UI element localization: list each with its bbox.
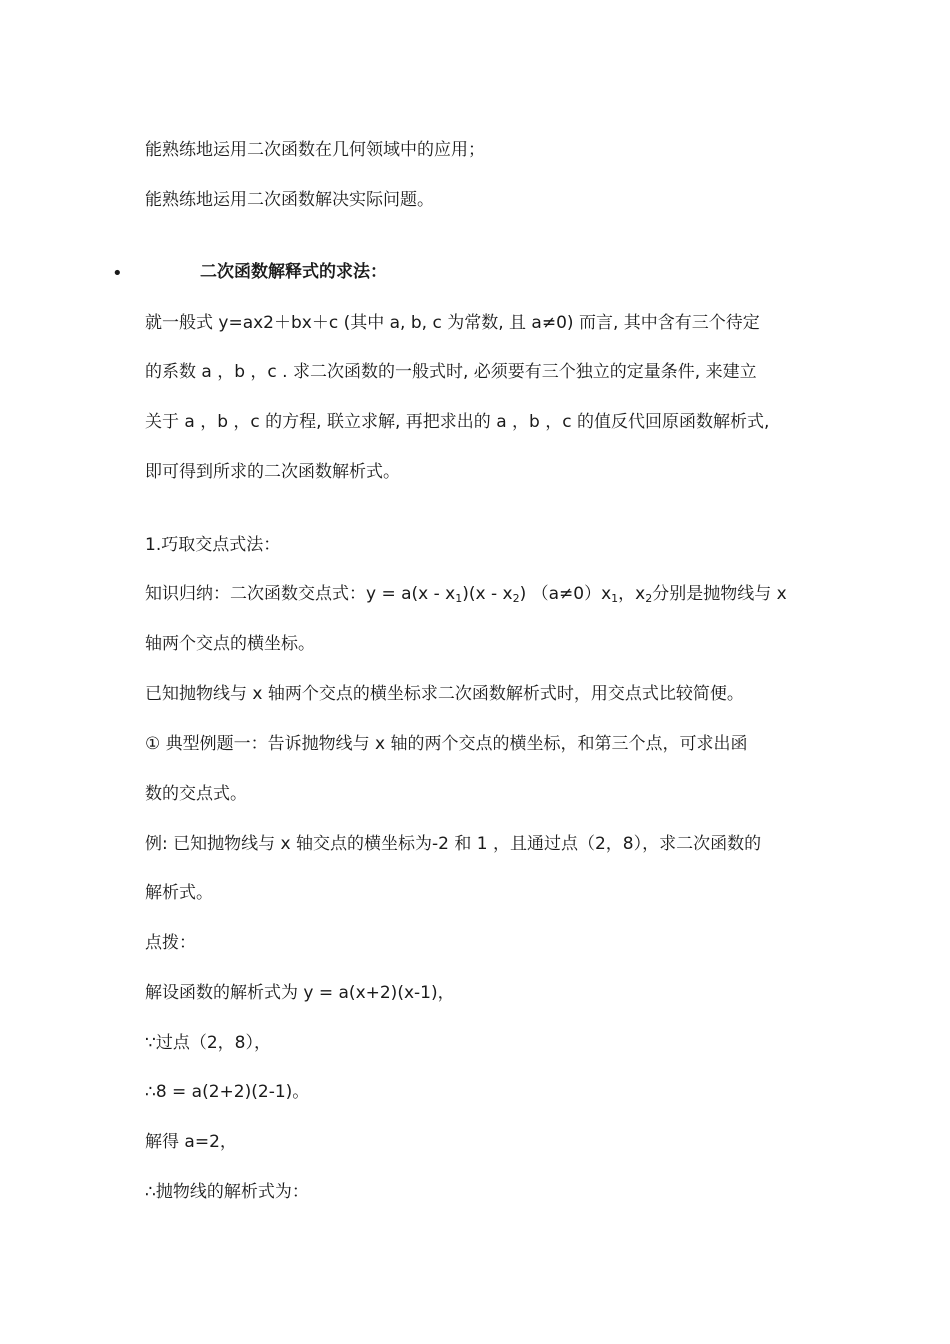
tip-line: 已知抛物线与 x 轴两个交点的横坐标求二次函数解析式时，用交点式比较简便。 [145, 684, 744, 704]
solution-step-5: ∴抛物线的解析式为： [145, 1182, 309, 1202]
solution-step-3: ∴8 = a(2+2)(2-1)。 [145, 1082, 310, 1102]
general-form-line-4: 即可得到所求的二次函数解析式。 [145, 462, 400, 482]
subscript: 2 [645, 592, 653, 605]
bullet-icon: • [112, 263, 123, 284]
knowledge-text-c: ) （a≠0）x [519, 584, 612, 604]
solution-step-4: 解得 a=2， [145, 1132, 237, 1152]
subscript: 2 [512, 592, 520, 605]
intro-line-2: 能熟练地运用二次函数解决实际问题。 [145, 190, 434, 210]
example-line-1: 例: 已知抛物线与 x 轴交点的横坐标为-2 和 1 ，且通过点（2，8），求二次函数的 [145, 834, 762, 854]
knowledge-text-b: )(x - x [462, 584, 513, 604]
knowledge-text-a: 知识归纳：二次函数交点式：y = a(x - x [145, 584, 456, 604]
knowledge-line-1 [145, 582, 787, 606]
section-heading: 二次函数解释式的求法： [200, 262, 387, 282]
example-line-2: 解析式。 [145, 883, 213, 903]
knowledge-text-e: 分别是抛物线与 x [652, 584, 787, 604]
example-type-line-2: 数的交点式。 [145, 784, 247, 804]
subscript: 1 [611, 592, 619, 605]
subscript: 1 [455, 592, 463, 605]
knowledge-line-2: 轴两个交点的横坐标。 [145, 634, 315, 654]
hint-label: 点拨： [145, 933, 196, 953]
example-type-line-1: ① 典型例题一：告诉抛物线与 x 轴的两个交点的横坐标，和第三个点，可求出函 [145, 734, 748, 754]
solution-step-2: ∵过点（2，8）， [145, 1033, 271, 1053]
intro-line-1: 能熟练地运用二次函数在几何领域中的应用； [145, 140, 485, 160]
general-form-line-2: 的系数 a ，b ，c . 求二次函数的一般式时, 必须要有三个独立的定量条件, 来建立 [145, 362, 757, 382]
solution-step-1: 解设函数的解析式为 y = a(x+2)(x-1)， [145, 983, 455, 1003]
knowledge-text-d: ，x [618, 584, 646, 604]
method-title: 1.巧取交点式法： [145, 535, 281, 555]
general-form-line-1: 就一般式 y=ax2＋bx＋c (其中 a, b, c 为常数, 且 a≠0) 而言, 其中含有三个待定 [145, 313, 760, 333]
general-form-line-3: 关于 a ，b ，c 的方程, 联立求解, 再把求出的 a ，b ，c 的值反代回原函数解析式, [145, 412, 770, 432]
